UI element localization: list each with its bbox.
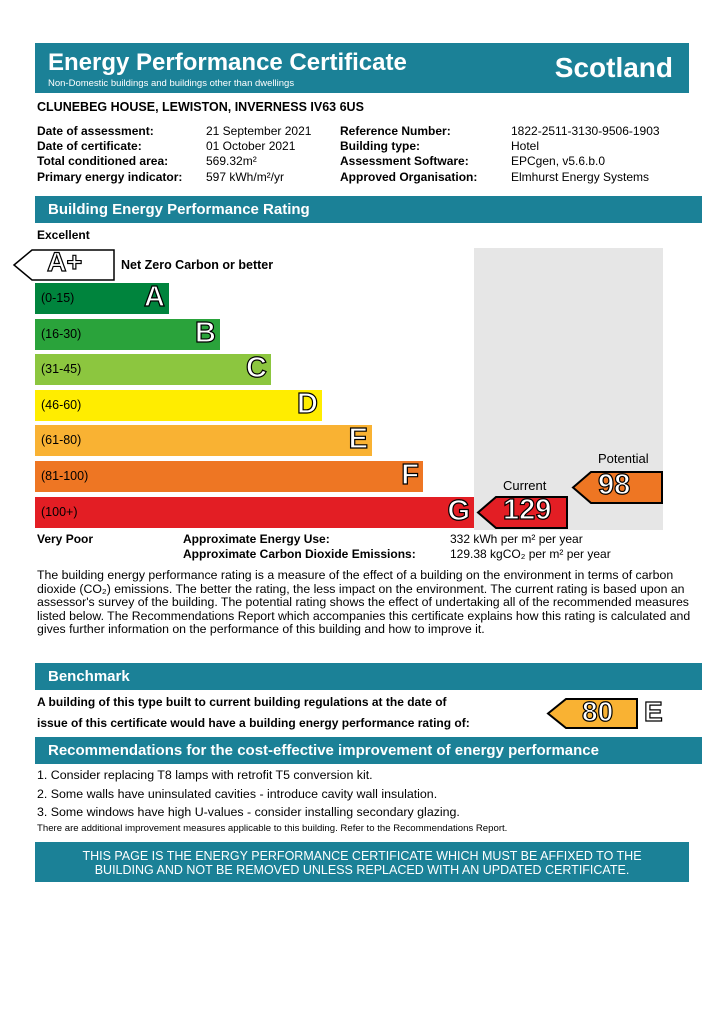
detail-label: Reference Number:	[340, 124, 451, 138]
detail-value: Elmhurst Energy Systems	[511, 169, 650, 184]
band-g	[35, 497, 474, 528]
band-range: (31-45)	[41, 362, 82, 376]
potential-value: 98	[598, 469, 631, 501]
detail-value: 597 kWh/m²/yr	[206, 169, 285, 184]
band-letter: E	[348, 423, 368, 455]
details-right-values	[511, 124, 691, 185]
benchmark-letter: E	[644, 696, 663, 727]
band-a	[35, 283, 169, 314]
band-f	[35, 461, 423, 492]
band-letter: A	[144, 281, 165, 313]
band-d	[35, 390, 322, 421]
detail-value: EPCgen, v5.6.b.0	[511, 154, 606, 169]
net-zero-label: Net Zero Carbon or better	[121, 258, 274, 272]
band-letter: C	[246, 352, 267, 384]
recommendations-section-title: Recommendations for the cost-effective improvement of energy performance	[35, 737, 702, 764]
rating-description: The building energy performance rating is a measure of the effect of a building on the environment in terms of carbon dioxide (CO₂) emissions. The better the rating, the less impact on the environment. The current rating is based upon an assessor's survey of the building. The potential rating shows the effect of undertaking all of the recommended measures listed below. The Recommendations Report which accompanies this certificate explains how this rating is calculated and gives further information on the performance of this building and how to improve it.	[37, 568, 691, 637]
band-range: (81-100)	[41, 469, 89, 483]
benchmark-section-title: Benchmark	[35, 663, 702, 690]
page-subtitle: Non-Domestic buildings and buildings other than dwellings	[48, 78, 295, 89]
co2-label: Approximate Carbon Dioxide Emissions:	[183, 547, 416, 561]
a-plus-letter: A+	[47, 247, 83, 277]
recommendation-item: 1. Consider replacing T8 lamps with retrofit T5 conversion kit.	[37, 768, 373, 782]
recommendations-note: There are additional improvement measures applicable to this building. Refer to the Recommendations Report.	[37, 823, 508, 834]
energy-use-value: 332 kWh per m² per year	[450, 532, 583, 546]
very-poor-label: Very Poor	[37, 532, 94, 546]
benchmark-line-2: issue of this certificate would have a building energy performance rating of:	[37, 716, 470, 730]
detail-label: Approved Organisation:	[340, 169, 478, 184]
detail-label: Assessment Software:	[340, 154, 469, 169]
band-range: (61-80)	[41, 433, 82, 447]
detail-label: Total conditioned area:	[37, 154, 169, 169]
potential-label: Potential	[598, 451, 649, 466]
current-label: Current	[503, 478, 547, 493]
band-e	[35, 425, 372, 456]
band-range: (0-15)	[41, 291, 75, 305]
footer-line-2: BUILDING AND NOT BE REMOVED UNLESS REPLACED WITH AN UPDATED CERTIFICATE.	[94, 863, 630, 877]
band-letter: D	[297, 388, 318, 420]
band-letter: G	[447, 495, 470, 527]
current-value: 129	[503, 494, 552, 526]
energy-use-label: Approximate Energy Use:	[183, 532, 330, 546]
footer-notice	[35, 842, 689, 882]
detail-label: Date of assessment:	[37, 124, 154, 138]
detail-label: Date of certificate:	[37, 139, 142, 154]
details-left-labels	[37, 124, 197, 185]
recommendation-item: 3. Some windows have high U-values - consider installing secondary glazing.	[37, 805, 460, 819]
property-address: CLUNEBEG HOUSE, LEWISTON, INVERNESS IV63 6US	[37, 100, 364, 114]
detail-value: 569.32m²	[206, 154, 257, 169]
benchmark-value: 80	[582, 696, 614, 727]
detail-value: 1822-2511-3130-9506-1903	[511, 124, 660, 138]
band-range: (16-30)	[41, 327, 82, 341]
band-range: (46-60)	[41, 398, 82, 412]
band-letter: F	[401, 459, 419, 491]
band-c	[35, 354, 271, 385]
region-label: Scotland	[554, 52, 673, 83]
details-left-values	[206, 124, 336, 185]
detail-label: Primary energy indicator:	[37, 169, 183, 184]
benchmark-line-1: A building of this type built to current building regulations at the date of	[37, 695, 447, 709]
footer-line-1: THIS PAGE IS THE ENERGY PERFORMANCE CERTIFICATE WHICH MUST BE AFFIXED TO THE	[82, 849, 642, 863]
detail-label: Building type:	[340, 139, 420, 154]
rating-section-title: Building Energy Performance Rating	[35, 196, 702, 223]
details-right-labels	[340, 124, 505, 185]
band-range: (100+)	[41, 505, 78, 519]
page-title: Energy Performance Certificate	[48, 49, 407, 76]
co2-value: 129.38 kgCO₂ per m² per year	[450, 547, 611, 561]
band-b	[35, 319, 220, 350]
recommendation-item: 2. Some walls have uninsulated cavities - introduce cavity wall insulation.	[37, 787, 438, 801]
detail-value: 21 September 2021	[206, 124, 312, 138]
band-letter: B	[195, 317, 216, 349]
detail-value: Hotel	[511, 139, 540, 154]
excellent-label: Excellent	[37, 228, 90, 242]
detail-value: 01 October 2021	[206, 139, 296, 154]
